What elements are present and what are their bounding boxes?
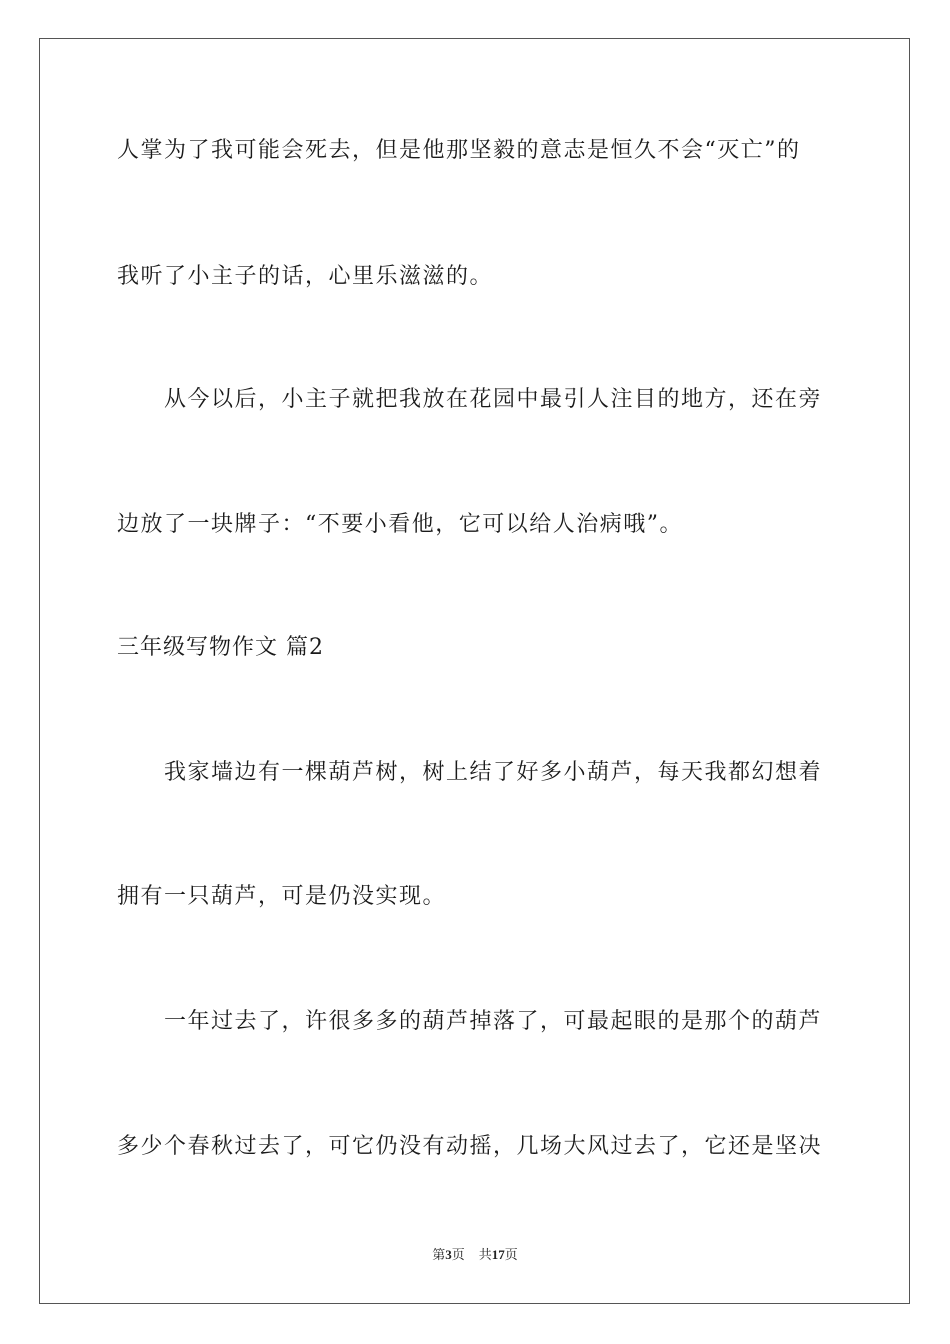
paragraph-line-1: 人掌为了我可能会死去，但是他那坚毅的意志是恒久不会“灭亡”的 xyxy=(117,138,801,163)
paragraph-line-7: 一年过去了，许很多多的葫芦掉落了，可最起眼的是那个的葫芦 xyxy=(164,1009,823,1034)
paragraph-line-6: 拥有一只葫芦，可是仍没实现。 xyxy=(117,884,447,909)
total-pages: 17 xyxy=(491,1247,505,1262)
paragraph-line-5: 我家墙边有一棵葫芦树，树上结了好多小葫芦，每天我都幻想着 xyxy=(164,760,823,785)
page-prefix: 第 xyxy=(432,1247,446,1262)
page-number: 3 xyxy=(445,1247,452,1262)
total-suffix: 页 xyxy=(504,1247,518,1262)
paragraph-line-4: 边放了一块牌子：“不要小看他，它可以给人治病哦”。 xyxy=(117,512,683,537)
page-suffix: 页 xyxy=(451,1247,465,1262)
paragraph-line-2: 我听了小主子的话，心里乐滋滋的。 xyxy=(117,264,494,289)
page-footer xyxy=(0,1246,950,1264)
section-heading: 三年级写物作文 篇2 xyxy=(117,635,324,660)
paragraph-line-8: 多少个春秋过去了，可它仍没有动摇，几场大风过去了，它还是坚决 xyxy=(117,1134,823,1159)
page-frame xyxy=(39,38,910,1304)
total-prefix: 共 xyxy=(478,1247,492,1262)
paragraph-line-3: 从今以后，小主子就把我放在花园中最引人注目的地方，还在旁 xyxy=(164,387,823,412)
